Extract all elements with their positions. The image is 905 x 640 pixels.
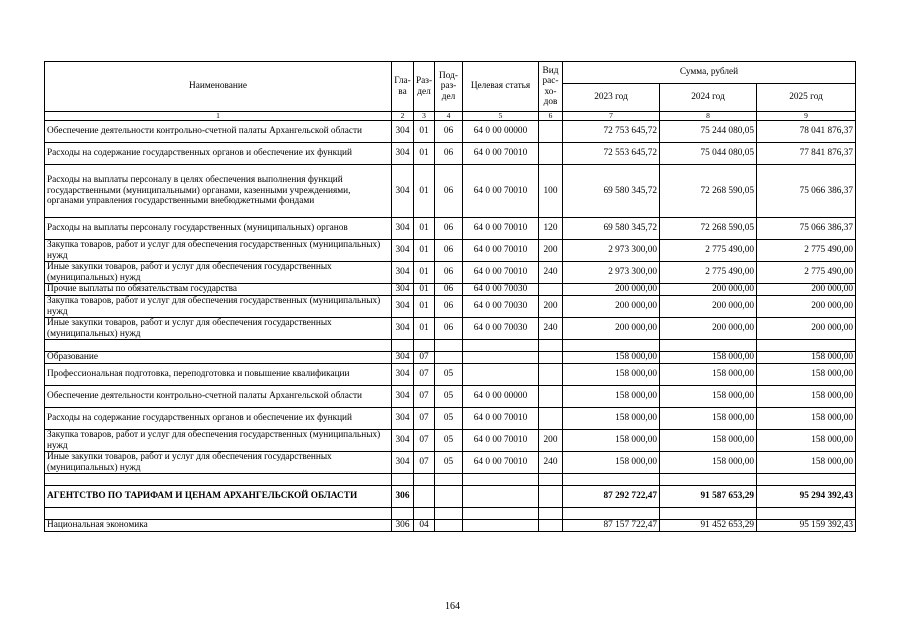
- empty-cell: [463, 508, 539, 520]
- row-sum-2023: 158 000,00: [563, 364, 660, 386]
- row-sum-2024: 158 000,00: [660, 364, 757, 386]
- row-sum-2023: 158 000,00: [563, 386, 660, 408]
- row-sum-2025: 158 000,00: [757, 430, 856, 452]
- row-sum-2023: 72 753 645,72: [563, 121, 660, 143]
- header-vid: Вид рас-хо-дов: [539, 62, 563, 112]
- row-sum-2024: 2 775 490,00: [660, 262, 757, 284]
- row-name: АГЕНТСТВО ПО ТАРИФАМ И ЦЕНАМ АРХАНГЕЛЬСКОЙ ОБЛАСТИ: [45, 486, 392, 508]
- row-glava: 304: [392, 262, 414, 284]
- row-vid: 240: [539, 452, 563, 474]
- empty-cell: [563, 508, 660, 520]
- row-vid: 100: [539, 165, 563, 218]
- row-vid: 120: [539, 218, 563, 240]
- row-razdel: 01: [414, 121, 435, 143]
- empty-cell: [539, 508, 563, 520]
- row-name: Прочие выплаты по обязательствам государства: [45, 284, 392, 296]
- row-razdel: 04: [414, 520, 435, 532]
- row-podrazdel: 05: [435, 430, 463, 452]
- empty-cell: [392, 474, 414, 486]
- spacer-row: [45, 340, 856, 352]
- row-razdel: 07: [414, 408, 435, 430]
- row-podrazdel: 06: [435, 284, 463, 296]
- row-sum-2024: 158 000,00: [660, 452, 757, 474]
- row-name: Закупка товаров, работ и услуг для обеспечения государственных (муниципальных) нужд: [45, 240, 392, 262]
- empty-cell: [45, 340, 392, 352]
- row-name: Иные закупки товаров, работ и услуг для обеспечения государственных (муниципальных) нужд: [45, 452, 392, 474]
- row-podrazdel: 06: [435, 165, 463, 218]
- table-row: [45, 218, 856, 240]
- row-vid: 240: [539, 262, 563, 284]
- row-razdel: 01: [414, 296, 435, 318]
- row-sum-2025: 78 041 876,37: [757, 121, 856, 143]
- row-sum-2025: 75 066 386,37: [757, 218, 856, 240]
- table-row: [45, 165, 856, 218]
- row-name: Обеспечение деятельности контрольно-счетной палаты Архангельской области: [45, 121, 392, 143]
- table-row: [45, 386, 856, 408]
- row-name: Расходы на выплаты персоналу государственных (муниципальных) органов: [45, 218, 392, 240]
- row-podrazdel: [435, 352, 463, 364]
- row-razdel: 01: [414, 143, 435, 165]
- empty-cell: [660, 340, 757, 352]
- header-sum: Сумма, рублей: [563, 62, 856, 84]
- row-sum-2023: 158 000,00: [563, 452, 660, 474]
- table-row: [45, 486, 856, 508]
- row-sum-2024: 158 000,00: [660, 408, 757, 430]
- row-sum-2023: 158 000,00: [563, 430, 660, 452]
- empty-cell: [435, 474, 463, 486]
- row-sum-2024: 158 000,00: [660, 352, 757, 364]
- empty-cell: [539, 474, 563, 486]
- row-sum-2025: 158 000,00: [757, 452, 856, 474]
- row-vid: 200: [539, 240, 563, 262]
- row-razdel: 01: [414, 165, 435, 218]
- header-target: Целевая статья: [463, 62, 539, 112]
- column-number-row: [45, 112, 856, 121]
- row-sum-2023: 158 000,00: [563, 352, 660, 364]
- row-razdel: 07: [414, 452, 435, 474]
- table-row: [45, 364, 856, 386]
- row-sum-2023: 2 973 300,00: [563, 262, 660, 284]
- row-sum-2024: 75 244 080,05: [660, 121, 757, 143]
- row-podrazdel: 06: [435, 218, 463, 240]
- row-sum-2025: 200 000,00: [757, 284, 856, 296]
- row-sum-2023: 69 580 345,72: [563, 218, 660, 240]
- row-glava: 304: [392, 121, 414, 143]
- empty-cell: [463, 340, 539, 352]
- empty-cell: [757, 340, 856, 352]
- row-sum-2024: 2 775 490,00: [660, 240, 757, 262]
- column-number: 9: [757, 112, 856, 121]
- row-sum-2024: 158 000,00: [660, 386, 757, 408]
- row-sum-2025: 95 159 392,43: [757, 520, 856, 532]
- row-name: Обеспечение деятельности контрольно-счетной палаты Архангельской области: [45, 386, 392, 408]
- row-target: 64 0 00 70010: [463, 452, 539, 474]
- row-glava: 304: [392, 165, 414, 218]
- row-glava: 304: [392, 240, 414, 262]
- row-target: 64 0 00 00000: [463, 386, 539, 408]
- header-glava: Гла-ва: [392, 62, 414, 112]
- row-razdel: 01: [414, 284, 435, 296]
- row-name: Расходы на выплаты персоналу в целях обеспечения выполнения функций государственными (муниципальными) органами, казенными учреждениями, органами управления государственными внебюджетными фондами: [45, 165, 392, 218]
- row-vid: 240: [539, 318, 563, 340]
- header-2023: 2023 год: [563, 84, 660, 112]
- row-sum-2025: 158 000,00: [757, 386, 856, 408]
- row-sum-2025: 158 000,00: [757, 352, 856, 364]
- empty-cell: [435, 340, 463, 352]
- row-name: Национальная экономика: [45, 520, 392, 532]
- row-razdel: 01: [414, 218, 435, 240]
- row-sum-2025: 2 775 490,00: [757, 262, 856, 284]
- row-sum-2023: 87 157 722,47: [563, 520, 660, 532]
- column-number: 2: [392, 112, 414, 121]
- row-sum-2025: 2 775 490,00: [757, 240, 856, 262]
- row-target: 64 0 00 70010: [463, 262, 539, 284]
- row-vid: [539, 352, 563, 364]
- table-row: [45, 143, 856, 165]
- row-target: 64 0 00 70030: [463, 296, 539, 318]
- spacer-row: [45, 508, 856, 520]
- empty-cell: [392, 340, 414, 352]
- row-glava: 306: [392, 520, 414, 532]
- empty-cell: [463, 474, 539, 486]
- row-podrazdel: 05: [435, 452, 463, 474]
- row-sum-2024: 91 452 653,29: [660, 520, 757, 532]
- row-podrazdel: 06: [435, 262, 463, 284]
- row-target: [463, 352, 539, 364]
- row-vid: [539, 408, 563, 430]
- row-razdel: 01: [414, 240, 435, 262]
- spacer-row: [45, 474, 856, 486]
- row-sum-2024: 200 000,00: [660, 284, 757, 296]
- row-sum-2025: 95 294 392,43: [757, 486, 856, 508]
- row-podrazdel: 06: [435, 240, 463, 262]
- row-sum-2023: 200 000,00: [563, 296, 660, 318]
- column-number: 3: [414, 112, 435, 121]
- column-number: 6: [539, 112, 563, 121]
- table-row: [45, 452, 856, 474]
- row-vid: [539, 486, 563, 508]
- row-name: Иные закупки товаров, работ и услуг для обеспечения государственных (муниципальных) нужд: [45, 318, 392, 340]
- row-sum-2024: 75 044 080,05: [660, 143, 757, 165]
- row-glava: 304: [392, 284, 414, 296]
- empty-cell: [414, 508, 435, 520]
- table-row: [45, 352, 856, 364]
- row-podrazdel: 06: [435, 121, 463, 143]
- column-number: 4: [435, 112, 463, 121]
- header-razdel: Раз-дел: [414, 62, 435, 112]
- empty-cell: [563, 474, 660, 486]
- header-podrazdel: Под-раз-дел: [435, 62, 463, 112]
- empty-cell: [539, 340, 563, 352]
- row-glava: 304: [392, 386, 414, 408]
- row-podrazdel: 05: [435, 386, 463, 408]
- row-vid: 200: [539, 296, 563, 318]
- row-sum-2024: 72 268 590,05: [660, 218, 757, 240]
- row-target: 64 0 00 00000: [463, 121, 539, 143]
- row-sum-2024: 200 000,00: [660, 318, 757, 340]
- row-name: Закупка товаров, работ и услуг для обеспечения государственных (муниципальных) нужд: [45, 430, 392, 452]
- row-razdel: 01: [414, 262, 435, 284]
- row-podrazdel: 05: [435, 364, 463, 386]
- row-sum-2024: 158 000,00: [660, 430, 757, 452]
- empty-cell: [660, 474, 757, 486]
- page-number: 164: [445, 601, 460, 612]
- column-number: 7: [563, 112, 660, 121]
- row-vid: [539, 520, 563, 532]
- row-target: 64 0 00 70010: [463, 165, 539, 218]
- row-name: Расходы на содержание государственных органов и обеспечение их функций: [45, 408, 392, 430]
- column-number: 1: [45, 112, 392, 121]
- row-target: [463, 486, 539, 508]
- row-podrazdel: 05: [435, 408, 463, 430]
- empty-cell: [392, 508, 414, 520]
- row-target: 64 0 00 70010: [463, 218, 539, 240]
- row-target: 64 0 00 70010: [463, 240, 539, 262]
- row-sum-2024: 72 268 590,05: [660, 165, 757, 218]
- row-podrazdel: 06: [435, 296, 463, 318]
- empty-cell: [414, 474, 435, 486]
- row-sum-2025: 77 841 876,37: [757, 143, 856, 165]
- row-vid: [539, 143, 563, 165]
- empty-cell: [45, 508, 392, 520]
- empty-cell: [563, 340, 660, 352]
- empty-cell: [435, 508, 463, 520]
- row-sum-2025: 200 000,00: [757, 318, 856, 340]
- header-2025: 2025 год: [757, 84, 856, 112]
- table-row: [45, 284, 856, 296]
- header-name: Наименование: [45, 62, 392, 112]
- row-target: [463, 520, 539, 532]
- table-row: [45, 121, 856, 143]
- row-target: 64 0 00 70030: [463, 284, 539, 296]
- row-sum-2023: 72 553 645,72: [563, 143, 660, 165]
- row-name: Профессиональная подготовка, переподготовка и повышение квалификации: [45, 364, 392, 386]
- row-vid: [539, 364, 563, 386]
- row-sum-2025: 200 000,00: [757, 296, 856, 318]
- table-row: [45, 520, 856, 532]
- column-number: 8: [660, 112, 757, 121]
- row-razdel: 01: [414, 318, 435, 340]
- row-podrazdel: 06: [435, 318, 463, 340]
- row-name: Расходы на содержание государственных органов и обеспечение их функций: [45, 143, 392, 165]
- table-row: [45, 296, 856, 318]
- row-glava: 304: [392, 408, 414, 430]
- row-sum-2025: 75 066 386,37: [757, 165, 856, 218]
- row-podrazdel: [435, 520, 463, 532]
- row-sum-2023: 69 580 345,72: [563, 165, 660, 218]
- row-razdel: 07: [414, 364, 435, 386]
- row-razdel: 07: [414, 386, 435, 408]
- table-row: [45, 262, 856, 284]
- row-sum-2023: 2 973 300,00: [563, 240, 660, 262]
- row-vid: [539, 284, 563, 296]
- empty-cell: [757, 474, 856, 486]
- header-2024: 2024 год: [660, 84, 757, 112]
- row-name: Закупка товаров, работ и услуг для обеспечения государственных (муниципальных) нужд: [45, 296, 392, 318]
- row-sum-2023: 158 000,00: [563, 408, 660, 430]
- row-name: Иные закупки товаров, работ и услуг для обеспечения государственных (муниципальных) нужд: [45, 262, 392, 284]
- empty-cell: [414, 340, 435, 352]
- row-razdel: [414, 486, 435, 508]
- row-target: [463, 364, 539, 386]
- row-glava: 304: [392, 430, 414, 452]
- row-glava: 304: [392, 296, 414, 318]
- table-row: [45, 408, 856, 430]
- row-razdel: 07: [414, 430, 435, 452]
- row-vid: 200: [539, 430, 563, 452]
- row-glava: 306: [392, 486, 414, 508]
- empty-cell: [757, 508, 856, 520]
- row-podrazdel: 06: [435, 143, 463, 165]
- row-glava: 304: [392, 143, 414, 165]
- row-name: Образование: [45, 352, 392, 364]
- row-target: 64 0 00 70030: [463, 318, 539, 340]
- table-row: [45, 240, 856, 262]
- table-row: [45, 430, 856, 452]
- row-sum-2023: 200 000,00: [563, 318, 660, 340]
- budget-table: [44, 61, 856, 532]
- row-target: 64 0 00 70010: [463, 430, 539, 452]
- row-sum-2024: 91 587 653,29: [660, 486, 757, 508]
- row-sum-2023: 87 292 722,47: [563, 486, 660, 508]
- row-glava: 304: [392, 364, 414, 386]
- row-podrazdel: [435, 486, 463, 508]
- empty-cell: [660, 508, 757, 520]
- row-glava: 304: [392, 218, 414, 240]
- row-razdel: 07: [414, 352, 435, 364]
- row-vid: [539, 121, 563, 143]
- row-target: 64 0 00 70010: [463, 408, 539, 430]
- row-target: 64 0 00 70010: [463, 143, 539, 165]
- row-sum-2023: 200 000,00: [563, 284, 660, 296]
- row-vid: [539, 386, 563, 408]
- row-glava: 304: [392, 452, 414, 474]
- row-sum-2025: 158 000,00: [757, 408, 856, 430]
- row-glava: 304: [392, 318, 414, 340]
- row-sum-2024: 200 000,00: [660, 296, 757, 318]
- table-row: [45, 318, 856, 340]
- row-glava: 304: [392, 352, 414, 364]
- row-sum-2025: 158 000,00: [757, 364, 856, 386]
- column-number: 5: [463, 112, 539, 121]
- empty-cell: [45, 474, 392, 486]
